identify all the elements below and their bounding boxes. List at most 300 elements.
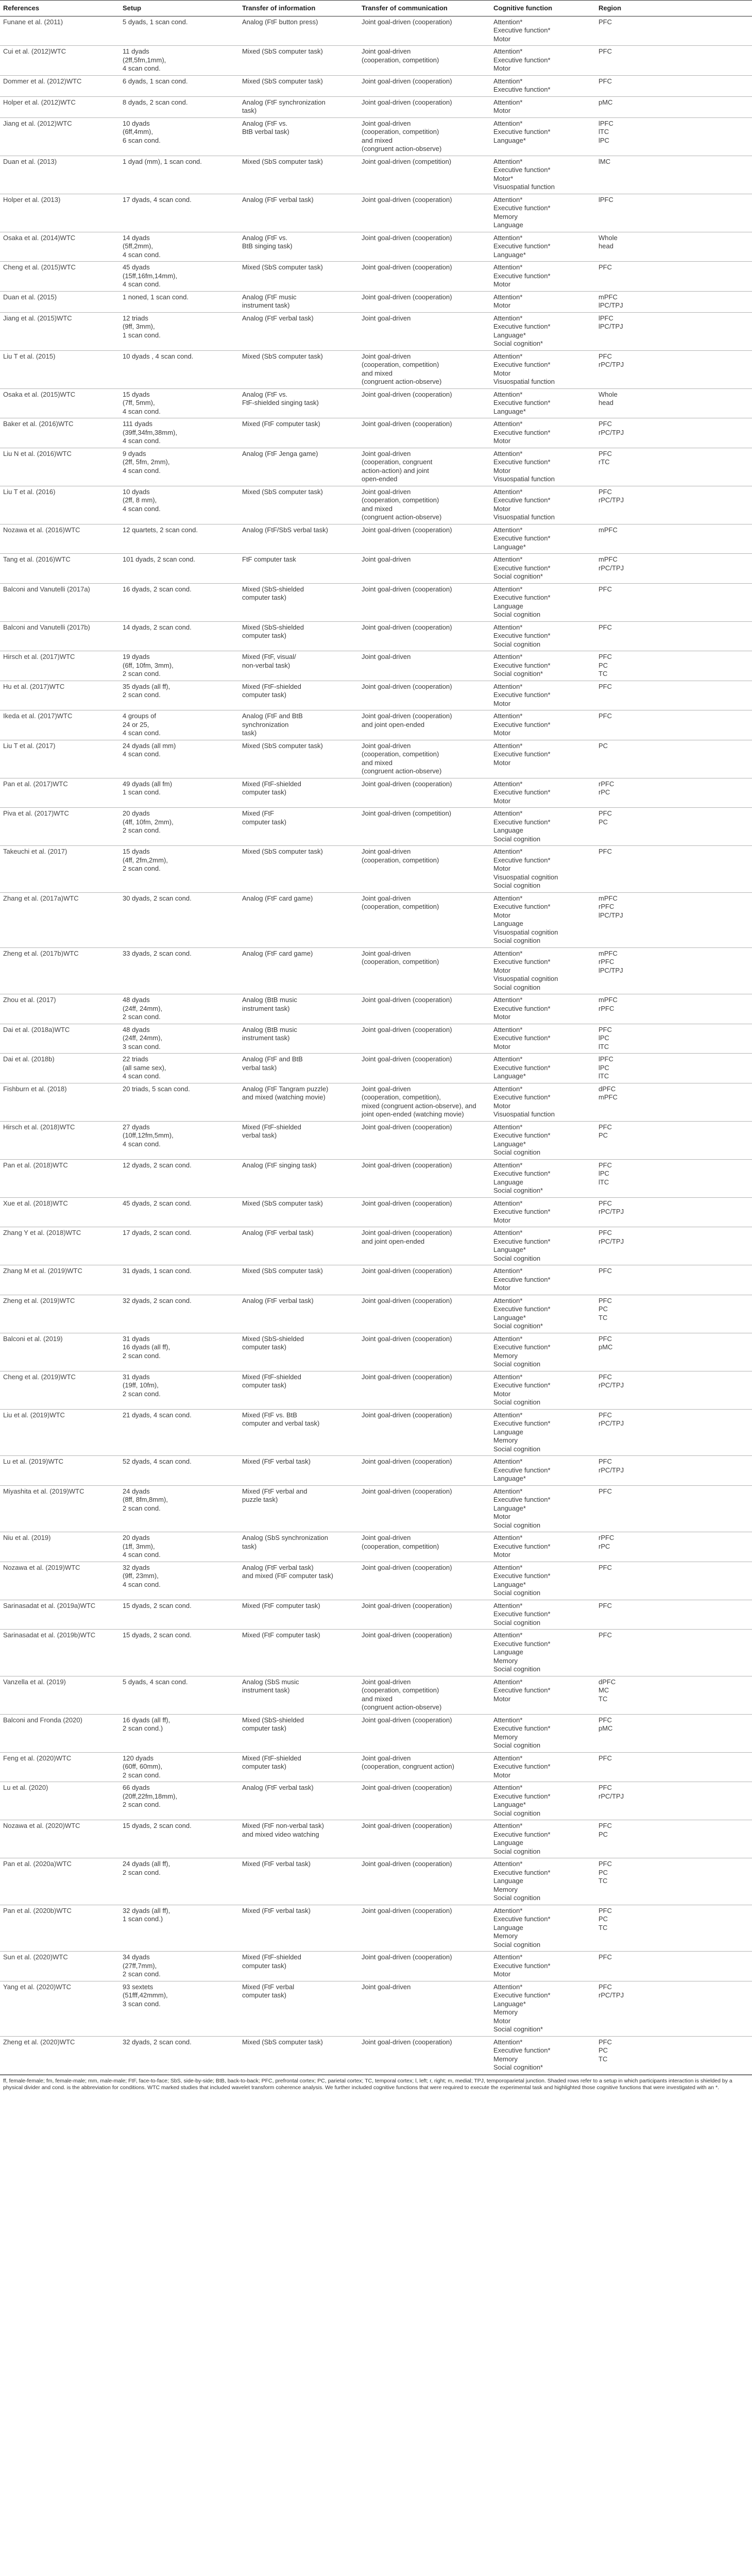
- cell-cognitive-function: [490, 651, 595, 681]
- cell-transfer-information-line: computer task): [242, 788, 286, 796]
- cell-setup-line: 15 dyads: [123, 390, 150, 398]
- cell-cognitive-function-line: Attention*: [493, 623, 523, 631]
- cell-transfer-information: [239, 46, 358, 76]
- cell-region-line: PC: [599, 661, 608, 669]
- cell-setup: [119, 1265, 239, 1295]
- cell-region-line: head: [599, 399, 613, 406]
- cell-transfer-information-line: Analog (FtF and BtB: [242, 712, 303, 720]
- cell-reference: [0, 524, 119, 554]
- cell-cognitive-function: [490, 1782, 595, 1820]
- cell-setup-line: (60ff, 60mm),: [123, 1762, 163, 1770]
- cell-region: [595, 1295, 752, 1333]
- cell-setup-line: 27 dyads: [123, 1123, 150, 1131]
- cell-cognitive-function-line: Motor: [493, 466, 511, 474]
- cell-setup: [119, 710, 239, 740]
- cell-region-line: rPC/TPJ: [599, 496, 624, 504]
- header-references: References: [0, 1, 119, 16]
- cell-setup-line: (24ff, 24mm),: [123, 1034, 163, 1042]
- cell-setup-line: 32 dyads: [123, 1563, 150, 1571]
- cell-transfer-information-line: Mixed (FtF computer task): [242, 1631, 320, 1639]
- cell-cognitive-function-line: Attention*: [493, 18, 523, 26]
- cell-transfer-information: [239, 194, 358, 232]
- cell-cognitive-function: [490, 96, 595, 117]
- table-row: [0, 46, 752, 76]
- cell-transfer-communication: [358, 232, 490, 262]
- cell-reference-line: Lu et al. (2019)WTC: [3, 1458, 64, 1465]
- cell-setup-line: (4ff, 10fm, 2mm),: [123, 818, 174, 826]
- cell-reference-line: Tang et al. (2016)WTC: [3, 555, 71, 563]
- cell-setup: [119, 1083, 239, 1121]
- cell-setup-line: 32 dyads, 2 scan cond.: [123, 1296, 192, 1304]
- cell-cognitive-function-line: Language: [493, 920, 523, 927]
- cell-cognitive-function-line: Social cognition: [493, 1847, 541, 1855]
- cell-transfer-communication-line: Joint goal-driven (cooperation): [362, 526, 452, 534]
- cell-setup-line: 22 triads: [123, 1055, 148, 1063]
- cell-region-line: PFC: [599, 585, 612, 593]
- cell-region-line: rPFC: [599, 1004, 614, 1012]
- cell-region-line: rPFC: [599, 779, 614, 788]
- cell-cognitive-function-line: Executive function*: [493, 458, 551, 466]
- cell-setup-line: 10 dyads: [123, 487, 150, 496]
- table-row: [0, 1630, 752, 1676]
- cell-transfer-communication-line: (cooperation, congruent: [362, 458, 433, 466]
- cell-region-line: PFC: [599, 623, 612, 631]
- cell-transfer-communication: [358, 892, 490, 947]
- cell-region-line: PFC: [599, 1784, 612, 1791]
- cell-transfer-information-line: Mixed (SbS computer task): [242, 1199, 323, 1207]
- cell-cognitive-function: [490, 1333, 595, 1371]
- cell-transfer-communication: [358, 651, 490, 681]
- table-row: [0, 1197, 752, 1227]
- table-row: [0, 621, 752, 651]
- cell-transfer-communication-line: (cooperation, competition): [362, 903, 439, 910]
- cell-cognitive-function-line: Attention*: [493, 195, 523, 204]
- cell-setup-line: (7ff, 5mm),: [123, 399, 155, 406]
- cell-cognitive-function-line: Motor: [493, 1694, 511, 1703]
- cell-transfer-information: [239, 1083, 358, 1121]
- cell-region: [595, 46, 752, 76]
- cell-transfer-communication-line: Joint goal-driven (cooperation): [362, 1055, 452, 1063]
- cell-region-line: PFC: [599, 77, 612, 85]
- cell-cognitive-function: [490, 1752, 595, 1782]
- cell-cognitive-function-line: Motor: [493, 64, 511, 72]
- cell-setup-line: 16 dyads (all ff),: [123, 1343, 170, 1351]
- cell-setup-line: (19ff, 10fm),: [123, 1381, 159, 1389]
- cell-transfer-information-line: synchronization: [242, 720, 289, 728]
- cell-cognitive-function-line: Attention*: [493, 1822, 523, 1829]
- cell-cognitive-function: [490, 232, 595, 262]
- cell-setup-line: (9ff, 3mm),: [123, 323, 155, 330]
- cell-setup-line: (15ff,16fm,14mm),: [123, 272, 177, 280]
- cell-cognitive-function-line: Motor: [493, 865, 511, 872]
- cell-reference: [0, 2036, 119, 2074]
- cell-cognitive-function-line: Social cognition: [493, 1618, 541, 1626]
- cell-setup-line: 4 groups of: [123, 712, 157, 720]
- cell-region-line: lPFC: [599, 314, 613, 322]
- cell-region-line: rPFC: [599, 1534, 614, 1541]
- cell-reference: [0, 1371, 119, 1409]
- cell-transfer-communication: [358, 947, 490, 994]
- cell-cognitive-function-line: Social cognition*: [493, 1322, 543, 1330]
- cell-transfer-information: [239, 1630, 358, 1676]
- cell-transfer-information-line: Analog (FtF button press): [242, 18, 318, 26]
- cell-cognitive-function-line: Executive function*: [493, 750, 551, 758]
- cell-cognitive-function-line: Executive function*: [493, 1381, 551, 1389]
- cell-cognitive-function-line: Memory: [493, 2055, 518, 2063]
- cell-transfer-communication-line: Joint goal-driven (cooperation): [362, 1296, 452, 1304]
- cell-region-line: PFC: [599, 420, 612, 428]
- cell-reference: [0, 232, 119, 262]
- cell-transfer-communication-line: Joint goal-driven (competition): [362, 809, 452, 817]
- cell-region-line: rPC/TPJ: [599, 1466, 624, 1474]
- cell-transfer-communication-line: open-ended: [362, 475, 398, 483]
- cell-setup-line: 34 dyads: [123, 1953, 150, 1961]
- cell-transfer-information-line: Mixed (FtF-shielded: [242, 682, 301, 690]
- cell-cognitive-function-line: Motor: [493, 1389, 511, 1398]
- cell-cognitive-function-line: Social cognition: [493, 1360, 541, 1368]
- cell-transfer-communication-line: Joint goal-driven (cooperation): [362, 263, 452, 271]
- cell-reference-line: Zhang Y et al. (2018)WTC: [3, 1229, 81, 1236]
- cell-transfer-communication-line: Joint goal-driven (cooperation): [362, 1563, 452, 1571]
- cell-transfer-communication: [358, 1121, 490, 1159]
- cell-transfer-information-line: Mixed (FtF vs. BtB: [242, 1411, 297, 1419]
- cell-setup-line: 4 scan cond.: [123, 504, 161, 513]
- cell-reference: [0, 554, 119, 584]
- cell-transfer-information-line: Analog (FtF verbal task): [242, 1296, 314, 1304]
- cell-region: [595, 1532, 752, 1562]
- cell-transfer-communication: [358, 388, 490, 418]
- cell-region-line: lTC: [599, 1042, 609, 1050]
- cell-transfer-information-line: instrument task): [242, 1034, 290, 1042]
- cell-reference-line: Balconi and Vanutelli (2017b): [3, 623, 90, 631]
- cell-cognitive-function-line: Attention*: [493, 894, 523, 902]
- cell-cognitive-function-line: Language*: [493, 331, 526, 339]
- cell-cognitive-function-line: Attention*: [493, 1953, 523, 1961]
- cell-cognitive-function-line: Executive function*: [493, 1131, 551, 1139]
- cell-transfer-information-line: Analog (SbS music: [242, 1677, 299, 1686]
- cell-reference: [0, 262, 119, 292]
- cell-cognitive-function-line: Social cognition: [493, 1940, 541, 1948]
- cell-reference-line: Funane et al. (2011): [3, 18, 63, 26]
- cell-transfer-communication-line: Joint goal-driven: [362, 119, 411, 127]
- cell-transfer-information-line: non-verbal task): [242, 661, 290, 669]
- cell-transfer-communication-line: Joint goal-driven (cooperation): [362, 1161, 452, 1169]
- table-row: [0, 1600, 752, 1630]
- table-row: [0, 994, 752, 1024]
- cell-region: [595, 524, 752, 554]
- cell-setup-line: 24 dyads: [123, 1487, 150, 1495]
- cell-region-line: lPFC: [599, 195, 613, 204]
- cell-transfer-communication-line: (cooperation, competition),: [362, 1093, 441, 1101]
- cell-cognitive-function-line: Executive function*: [493, 564, 551, 572]
- cell-region-line: lTC: [599, 1072, 609, 1080]
- cell-transfer-communication: [358, 1371, 490, 1409]
- cell-cognitive-function-line: Executive function*: [493, 496, 551, 504]
- cell-transfer-information-line: Mixed (FtF-shielded: [242, 1372, 301, 1381]
- cell-region-line: PFC: [599, 1487, 612, 1495]
- cell-transfer-information-line: Mixed (SbS computer task): [242, 77, 323, 85]
- table-row: [0, 350, 752, 388]
- cell-transfer-communication-line: Joint goal-driven (cooperation): [362, 1822, 452, 1829]
- table-row: [0, 291, 752, 312]
- cell-region-line: TC: [599, 670, 608, 677]
- cell-setup-line: 2 scan cond.: [123, 1868, 161, 1876]
- cell-reference-line: Lu et al. (2020): [3, 1784, 48, 1791]
- cell-region-line: rPC/TPJ: [599, 1991, 624, 1999]
- cell-region: [595, 583, 752, 621]
- cell-cognitive-function: [490, 1265, 595, 1295]
- cell-cognitive-function-line: Executive function*: [493, 361, 551, 368]
- cell-transfer-communication-line: Joint goal-driven: [362, 894, 411, 902]
- cell-region: [595, 388, 752, 418]
- cell-transfer-information: [239, 75, 358, 96]
- cell-transfer-information: [239, 448, 358, 486]
- cell-region: [595, 16, 752, 46]
- cell-cognitive-function-line: Executive function*: [493, 204, 551, 212]
- cell-setup: [119, 1159, 239, 1197]
- cell-setup-line: (24ff, 24mm),: [123, 1004, 163, 1012]
- cell-setup: [119, 156, 239, 194]
- cell-setup: [119, 1981, 239, 2036]
- cell-setup-line: (5ff,2mm),: [123, 242, 153, 250]
- cell-cognitive-function-line: Attention*: [493, 1025, 523, 1033]
- cell-transfer-communication: [358, 1197, 490, 1227]
- cell-transfer-communication: [358, 350, 490, 388]
- cell-transfer-information-line: Mixed (FtF: [242, 809, 275, 817]
- cell-cognitive-function-line: Attention*: [493, 1784, 523, 1791]
- cell-region-line: lPC: [599, 136, 609, 144]
- cell-setup-line: (6ff, 10fm, 3mm),: [123, 661, 174, 669]
- cell-setup-line: 20 dyads: [123, 809, 150, 817]
- cell-cognitive-function-line: Executive function*: [493, 958, 551, 965]
- cell-transfer-information-line: Analog (FtF verbal task): [242, 1784, 314, 1791]
- cell-transfer-information-line: computer task): [242, 1724, 286, 1732]
- cell-reference: [0, 117, 119, 156]
- cell-reference: [0, 16, 119, 46]
- cell-transfer-communication: [358, 448, 490, 486]
- cell-region-line: PFC: [599, 1631, 612, 1639]
- cell-reference-line: Pan et al. (2017)WTC: [3, 779, 68, 788]
- cell-transfer-information-line: Mixed (FtF-shielded: [242, 779, 301, 788]
- cell-setup: [119, 1820, 239, 1858]
- cell-reference-line: Cheng et al. (2015)WTC: [3, 263, 76, 271]
- cell-region: [595, 156, 752, 194]
- cell-transfer-information: [239, 846, 358, 893]
- cell-reference-line: Holper et al. (2013): [3, 195, 61, 204]
- cell-cognitive-function: [490, 778, 595, 808]
- cell-region: [595, 1227, 752, 1265]
- cell-region-line: lTC: [599, 1178, 609, 1186]
- cell-cognitive-function-line: Executive function*: [493, 1915, 551, 1923]
- cell-cognitive-function-line: Attention*: [493, 1534, 523, 1541]
- cell-transfer-communication-line: Joint goal-driven (cooperation): [362, 390, 452, 398]
- cell-setup-line: (2ff, 5fm, 2mm),: [123, 458, 170, 466]
- cell-cognitive-function-line: Motor: [493, 1216, 511, 1224]
- cell-reference-line: Miyashita et al. (2019)WTC: [3, 1487, 84, 1495]
- cell-region: [595, 232, 752, 262]
- table-row: [0, 232, 752, 262]
- cell-cognitive-function-line: Motor: [493, 35, 511, 43]
- cell-setup-line: 5 dyads, 4 scan cond.: [123, 1677, 188, 1686]
- table-row: [0, 740, 752, 778]
- cell-transfer-information-line: and mixed (watching movie): [242, 1093, 326, 1101]
- table-row: [0, 1371, 752, 1409]
- cell-reference-line: Liu N et al. (2016)WTC: [3, 449, 72, 457]
- cell-cognitive-function: [490, 1024, 595, 1054]
- cell-reference-line: Zheng et al. (2019)WTC: [3, 1296, 75, 1304]
- cell-cognitive-function-line: Language: [493, 826, 523, 834]
- cell-transfer-information-line: computer task): [242, 594, 286, 601]
- cell-reference: [0, 75, 119, 96]
- cell-cognitive-function-line: Social cognition: [493, 640, 541, 648]
- cell-reference-line: Piva et al. (2017)WTC: [3, 809, 69, 817]
- cell-cognitive-function-line: Executive function*: [493, 242, 551, 250]
- cell-setup-line: 2 scan cond.: [123, 1801, 161, 1808]
- cell-transfer-communication-line: joint open-ended (watching movie): [362, 1110, 464, 1118]
- cell-reference-line: Cheng et al. (2019)WTC: [3, 1372, 76, 1381]
- cell-reference: [0, 1333, 119, 1371]
- cell-setup-line: 20 triads, 5 scan cond.: [123, 1084, 190, 1093]
- cell-cognitive-function-line: Visuospatial cognition: [493, 873, 558, 881]
- cell-setup-line: 31 dyads, 1 scan cond.: [123, 1267, 192, 1275]
- cell-reference: [0, 1159, 119, 1197]
- cell-transfer-communication: [358, 1952, 490, 1981]
- cell-cognitive-function: [490, 388, 595, 418]
- cell-reference-line: Liu T et al. (2016): [3, 487, 56, 496]
- cell-cognitive-function-line: Visuospatial function: [493, 378, 555, 385]
- cell-transfer-communication-line: Joint goal-driven (cooperation): [362, 1025, 452, 1033]
- cell-transfer-communication: [358, 418, 490, 448]
- cell-cognitive-function: [490, 947, 595, 994]
- cell-reference-line: Nozawa et al. (2020)WTC: [3, 1822, 80, 1829]
- cell-region-line: PC: [599, 818, 608, 826]
- cell-region: [595, 621, 752, 651]
- cell-setup-line: 4 scan cond.: [123, 1072, 161, 1080]
- cell-setup: [119, 1600, 239, 1630]
- cell-region: [595, 448, 752, 486]
- cell-cognitive-function-line: Motor*: [493, 174, 514, 182]
- cell-setup-line: 5 dyads, 1 scan cond.: [123, 18, 188, 26]
- table-row: [0, 96, 752, 117]
- cell-cognitive-function-line: Language*: [493, 1504, 526, 1512]
- cell-cognitive-function-line: Social cognition: [493, 835, 541, 843]
- cell-setup-line: 15 dyads, 2 scan cond.: [123, 1601, 192, 1609]
- cell-reference-line: Balconi and Vanutelli (2017a): [3, 585, 90, 593]
- cell-setup-line: 4 scan cond.: [123, 250, 161, 259]
- cell-setup-line: 3 scan cond.: [123, 1042, 161, 1050]
- table-row: [0, 156, 752, 194]
- cell-cognitive-function-line: Memory: [493, 212, 518, 221]
- cell-reference-line: Jiang et al. (2012)WTC: [3, 119, 72, 127]
- cell-region: [595, 778, 752, 808]
- cell-setup-line: 1 scan cond.: [123, 788, 161, 796]
- cell-transfer-information-line: FtF computer task: [242, 555, 296, 563]
- table-row: [0, 1265, 752, 1295]
- cell-setup: [119, 846, 239, 893]
- cell-region: [595, 892, 752, 947]
- cell-cognitive-function-line: Memory: [493, 1436, 518, 1444]
- table-row: [0, 194, 752, 232]
- cell-region-line: PFC: [599, 1025, 612, 1033]
- cell-transfer-communication-line: Joint goal-driven (cooperation): [362, 233, 452, 242]
- cell-cognitive-function-line: Motor: [493, 1970, 511, 1978]
- cell-cognitive-function-line: Memory: [493, 2008, 518, 2016]
- cell-cognitive-function-line: Language*: [493, 1475, 526, 1482]
- cell-setup: [119, 486, 239, 524]
- cell-transfer-communication-line: Joint goal-driven (cooperation): [362, 1716, 452, 1724]
- header-transfer-communication: Transfer of communication: [358, 1, 490, 16]
- cell-region-line: mPFC: [599, 555, 618, 563]
- cell-transfer-communication: [358, 1858, 490, 1905]
- cell-region-line: PFC: [599, 1296, 612, 1304]
- cell-cognitive-function-line: Executive function*: [493, 1542, 551, 1550]
- cell-transfer-communication: [358, 1227, 490, 1265]
- cell-reference: [0, 1456, 119, 1486]
- cell-cognitive-function-line: Motor: [493, 796, 511, 805]
- cell-transfer-information-line: Mixed (SbS computer task): [242, 157, 323, 165]
- cell-region-line: PFC: [599, 1601, 612, 1609]
- cell-setup-line: 49 dyads (all fm): [123, 779, 173, 788]
- cell-transfer-communication-line: Joint goal-driven: [362, 949, 411, 957]
- cell-transfer-information-line: instrument task): [242, 1686, 290, 1694]
- cell-setup-line: 15 dyads: [123, 848, 150, 855]
- table-row: [0, 778, 752, 808]
- cell-setup-line: 48 dyads: [123, 1025, 150, 1033]
- cell-region: [595, 554, 752, 584]
- cell-transfer-communication-line: Joint goal-driven (cooperation): [362, 1372, 452, 1381]
- cell-reference: [0, 947, 119, 994]
- cell-region: [595, 2036, 752, 2074]
- cell-reference: [0, 1024, 119, 1054]
- cell-region-line: lPC/TPJ: [599, 911, 623, 919]
- cell-transfer-communication: [358, 554, 490, 584]
- cell-transfer-communication-line: Joint goal-driven (cooperation): [362, 1784, 452, 1791]
- cell-setup-line: 4 scan cond.: [123, 750, 161, 758]
- cell-transfer-information-line: task): [242, 1542, 257, 1550]
- cell-cognitive-function-line: Attention*: [493, 352, 523, 360]
- table-row: [0, 1083, 752, 1121]
- cell-transfer-communication-line: Joint goal-driven (cooperation): [362, 585, 452, 593]
- cell-transfer-communication: [358, 1054, 490, 1083]
- cell-cognitive-function-line: Social cognition: [493, 1894, 541, 1902]
- cell-transfer-information: [239, 232, 358, 262]
- cell-region-line: rPC: [599, 788, 610, 796]
- cell-region-line: rPC/TPJ: [599, 1208, 624, 1215]
- cell-reference: [0, 1714, 119, 1752]
- cell-cognitive-function: [490, 448, 595, 486]
- cell-region: [595, 740, 752, 778]
- cell-setup-line: 2 scan cond.: [123, 1351, 161, 1360]
- cell-transfer-communication-line: Joint goal-driven (cooperation): [362, 1953, 452, 1961]
- cell-setup: [119, 554, 239, 584]
- cell-transfer-information-line: computer task): [242, 1991, 286, 1999]
- cell-reference: [0, 1600, 119, 1630]
- cell-reference-line: Zheng et al. (2020)WTC: [3, 2038, 75, 2046]
- cell-setup-line: 48 dyads: [123, 996, 150, 1004]
- cell-region-line: PFC: [599, 1458, 612, 1465]
- cell-cognitive-function-line: Social cognition*: [493, 1187, 543, 1194]
- cell-cognitive-function-line: Social cognition: [493, 1398, 541, 1406]
- cell-cognitive-function-line: Attention*: [493, 1487, 523, 1495]
- cell-transfer-communication: [358, 1714, 490, 1752]
- cell-transfer-information: [239, 1600, 358, 1630]
- cell-transfer-communication: [358, 1532, 490, 1562]
- cell-region: [595, 1265, 752, 1295]
- cell-reference: [0, 1752, 119, 1782]
- cell-setup: [119, 583, 239, 621]
- cell-region-line: TC: [599, 1313, 608, 1321]
- cell-setup: [119, 1905, 239, 1952]
